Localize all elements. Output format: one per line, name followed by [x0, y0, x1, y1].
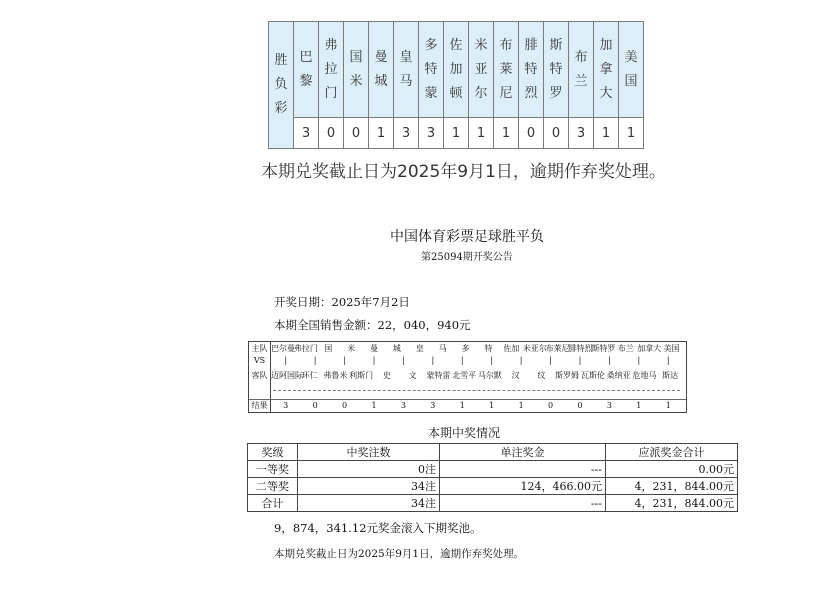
- grid-result: 0: [342, 401, 348, 410]
- vs-mark: |: [313, 356, 317, 365]
- result-cell: 1: [619, 118, 644, 149]
- document-title: 中国体育彩票足球胜平负: [390, 229, 544, 245]
- sales-amount: 本期全国销售金额：22，040，940元: [274, 318, 471, 332]
- home-team: 布莱尼: [545, 344, 570, 353]
- prize-level: 一等奖: [248, 461, 298, 478]
- prize-total: 4，231，844.00元: [606, 478, 738, 495]
- prize-heading: 本期中奖情况: [428, 426, 501, 440]
- team-name: 美 国: [624, 49, 638, 89]
- grid-result: 1: [489, 401, 495, 410]
- prize-row: [248, 461, 738, 478]
- result-cell: 3: [419, 118, 444, 149]
- prize-amount: 124，466.00元: [440, 478, 606, 495]
- vs-mark: |: [519, 356, 523, 365]
- result-cell: 1: [594, 118, 619, 149]
- deadline-note: 本期兑奖截止日为2025年9月1日，逾期作弃奖处理。: [261, 162, 666, 182]
- grid-row-home: [249, 343, 686, 355]
- away-team: 斯达: [662, 371, 679, 380]
- home-team: 城: [392, 344, 401, 353]
- document-subtitle: 第25094期开奖公告: [421, 252, 513, 263]
- prize-header-cell: 奖级: [248, 444, 298, 461]
- prize-row: [248, 478, 738, 495]
- result-cell: 1: [469, 118, 494, 149]
- away-team: 斯罗姆: [555, 371, 580, 380]
- vs-mark: |: [402, 356, 405, 365]
- prize-header-cell: 应派奖金合计: [606, 444, 738, 461]
- grid-result: 1: [371, 401, 377, 410]
- grid-result: 0: [548, 401, 554, 410]
- document-deadline-note: 本期兑奖截止日为2025年9月1日，逾期作弃奖处理。: [274, 548, 525, 560]
- away-team: 瓦斯伦: [580, 371, 605, 380]
- prize-header-cell: 单注奖金: [440, 444, 606, 461]
- vs-mark: |: [431, 356, 435, 365]
- team-name: 腓 特 烈: [524, 37, 538, 101]
- home-team: 美国: [663, 344, 680, 353]
- team-name: 巴 黎: [299, 49, 313, 89]
- prize-count: 34注: [298, 495, 440, 512]
- result-cell: 0: [544, 118, 569, 149]
- home-team: 米: [347, 344, 356, 353]
- team-name: 布 莱 尼: [499, 37, 513, 101]
- grid-result: 1: [665, 401, 671, 410]
- prize-header-row: [248, 444, 738, 461]
- away-team: 蒙特雷: [426, 371, 451, 380]
- vs-mark: |: [608, 356, 611, 365]
- result-cell: 3: [294, 118, 319, 149]
- result-cell: 0: [319, 118, 344, 149]
- prize-level: 二等奖: [248, 478, 298, 495]
- grid-label: 主队: [251, 344, 268, 353]
- home-team: 曼: [369, 344, 378, 353]
- grid-result: 3: [430, 401, 436, 410]
- team-name: 皇 马: [399, 49, 413, 89]
- vs-mark: |: [460, 356, 464, 365]
- team-name: 加 拿 大: [599, 37, 613, 101]
- result-cell: 0: [519, 118, 544, 149]
- team-name: 布 兰: [574, 49, 588, 89]
- home-team: 佐加: [503, 344, 520, 353]
- prize-amount: ---: [440, 461, 606, 478]
- home-team: 布兰: [617, 344, 634, 353]
- vs-mark: |: [343, 356, 346, 365]
- prize-total: 0.00元: [606, 461, 738, 478]
- grid-label: VS: [253, 356, 266, 365]
- away-team: 危地马: [632, 371, 657, 380]
- team-name: 曼 城: [374, 49, 388, 89]
- away-team: 史: [382, 371, 391, 380]
- team-name: 米 亚 尔: [474, 37, 488, 101]
- away-team: 北雪平: [452, 371, 477, 380]
- away-team: 环仁: [301, 371, 318, 380]
- prize-level: 合计: [248, 495, 298, 512]
- away-team: 利斯门: [349, 371, 374, 380]
- home-team: 皇: [415, 344, 424, 353]
- result-cell: 3: [394, 118, 419, 149]
- prize-total: 4，231，844.00元: [606, 495, 738, 512]
- grid-row-result: [249, 400, 686, 412]
- grid-result: 0: [312, 401, 318, 410]
- prize-count: 34注: [298, 478, 440, 495]
- prize-row: [248, 495, 738, 512]
- home-team: 米亚尔: [522, 344, 547, 353]
- vs-mark: |: [549, 356, 552, 365]
- grid-row-vs: [249, 355, 686, 367]
- prize-table: [247, 443, 738, 512]
- result-cell: 1: [369, 118, 394, 149]
- grid-row-away: [249, 370, 686, 382]
- team-name: 国 米: [349, 49, 363, 89]
- row-label: 胜 负 彩: [274, 53, 288, 116]
- away-team: 纹: [537, 371, 546, 380]
- away-team: 弗鲁米: [323, 371, 348, 380]
- home-team: 斯特罗: [591, 344, 616, 353]
- grid-result: 3: [400, 401, 406, 410]
- result-cell: 3: [569, 118, 594, 149]
- prize-count: 0注: [298, 461, 440, 478]
- result-cell: 1: [494, 118, 519, 149]
- home-team: 巴尔曼: [271, 344, 295, 353]
- vs-mark: |: [284, 356, 288, 365]
- vs-mark: |: [372, 356, 376, 365]
- rollover-note: 9，874，341.12元奖金滚入下期奖池。: [274, 521, 482, 535]
- vs-mark: |: [490, 356, 494, 365]
- prize-header-cell: 中奖注数: [298, 444, 440, 461]
- vs-mark: |: [637, 356, 641, 365]
- away-team: 文: [408, 371, 417, 380]
- grid-result: 1: [518, 401, 524, 410]
- home-team: 加拿大: [637, 344, 662, 353]
- prize-amount: ---: [440, 495, 606, 512]
- grid-label: 结果: [251, 401, 268, 410]
- team-name: 佐 加 顿: [449, 37, 463, 101]
- match-grid: [248, 341, 687, 413]
- result-cell: 0: [344, 118, 369, 149]
- away-team: 汉: [511, 371, 520, 380]
- grid-result: 1: [636, 401, 642, 410]
- away-team: 迈阿国际: [271, 371, 303, 380]
- away-team: 桑纳亚: [606, 371, 631, 380]
- vs-mark: |: [578, 356, 582, 365]
- team-name: 斯 特 罗: [549, 37, 563, 101]
- team-name: 弗 拉 门: [324, 37, 338, 101]
- home-team: 特: [484, 344, 493, 353]
- grid-dash-line: [273, 390, 680, 391]
- home-team: 腓特烈: [568, 344, 593, 353]
- vs-mark: |: [666, 356, 670, 365]
- grid-result: 0: [577, 401, 583, 410]
- home-team: 弗拉门: [293, 344, 318, 353]
- home-team: 多: [461, 344, 470, 353]
- team-name: 多 特 蒙: [424, 37, 438, 101]
- home-team: 国: [324, 344, 333, 353]
- grid-label: 客队: [251, 371, 268, 380]
- home-team: 马: [438, 344, 447, 353]
- grid-result: 3: [606, 401, 612, 410]
- grid-result: 1: [459, 401, 465, 410]
- away-team: 马尔默: [477, 371, 502, 380]
- draw-date: 开奖日期：2025年7月2日: [274, 295, 410, 309]
- result-cell: 1: [444, 118, 469, 149]
- grid-result: 3: [283, 401, 289, 410]
